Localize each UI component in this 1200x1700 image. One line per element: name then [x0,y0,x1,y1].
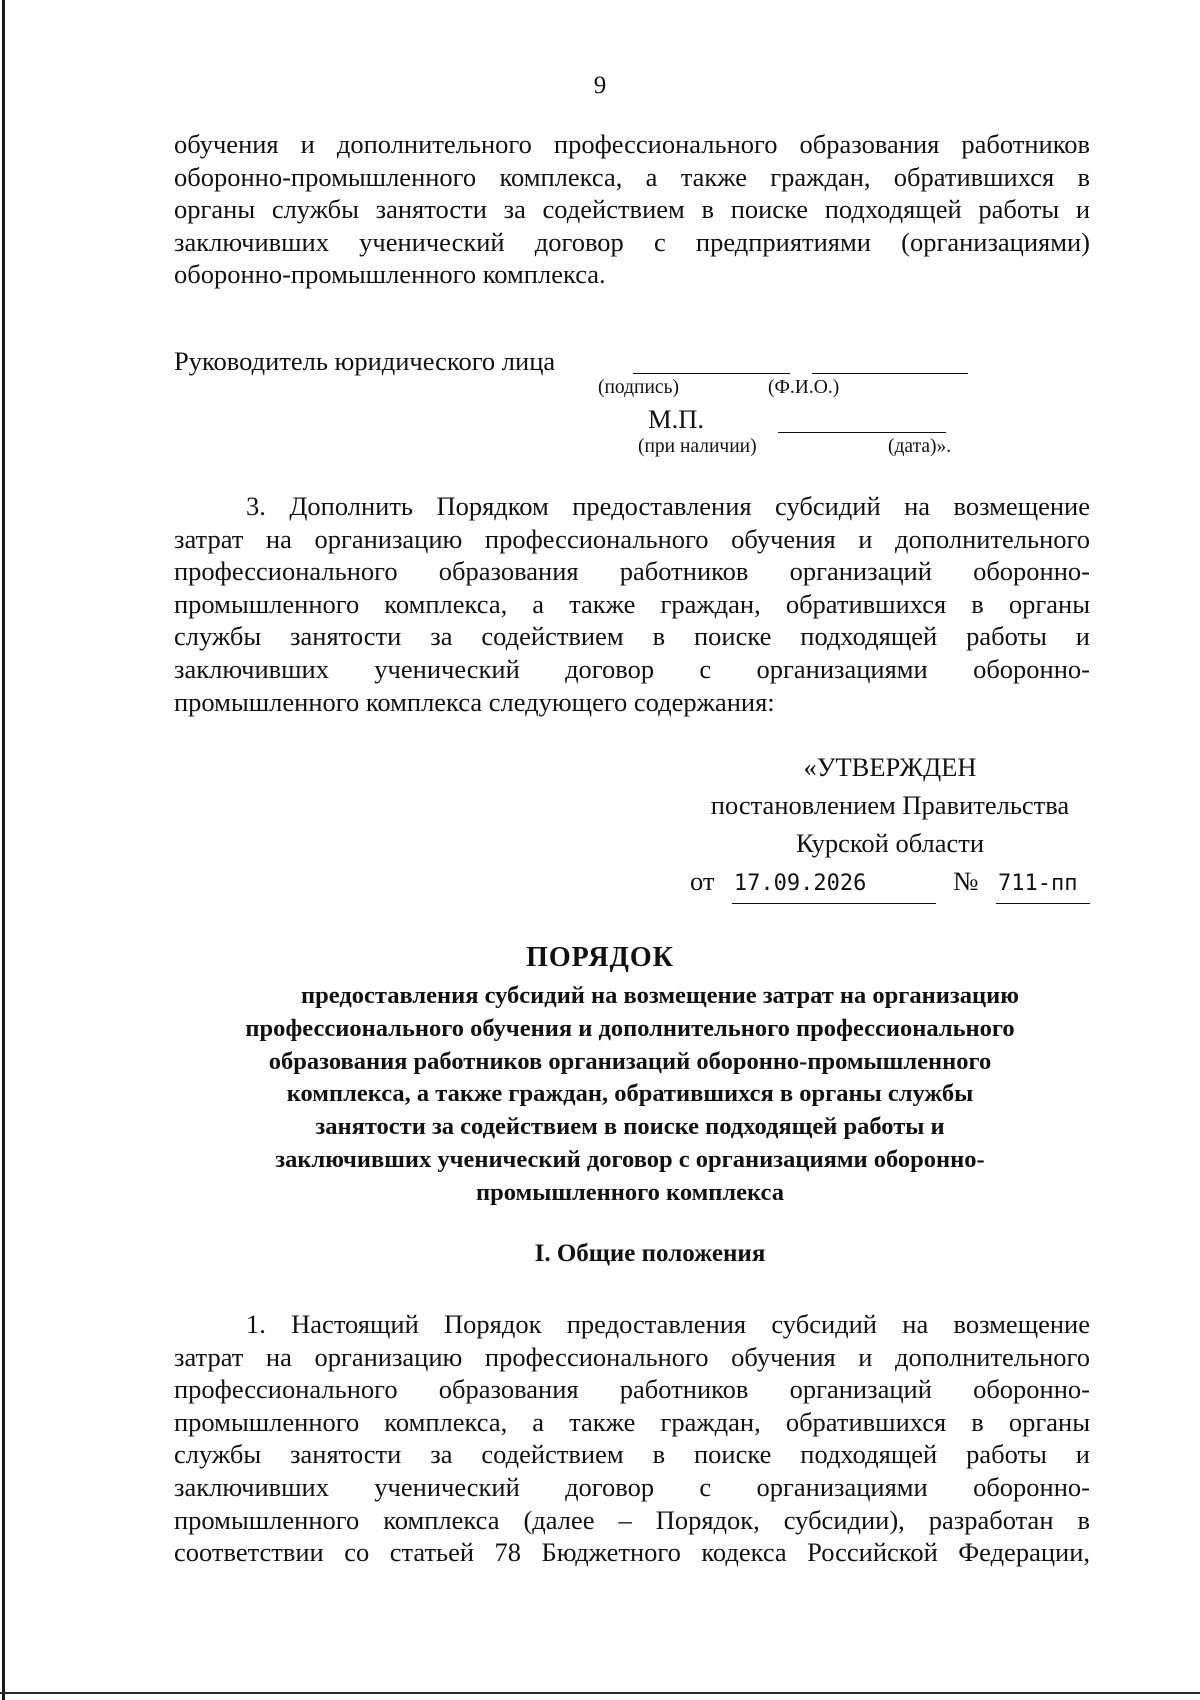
document-title: ПОРЯДОК [526,942,674,973]
signature-caption: (подпись) [598,377,679,398]
section-heading: I. Общие положения [534,1240,766,1267]
name-line [812,372,968,374]
item1-paragraph [174,1308,1090,1569]
item1-line: заключивших ученический договор с организациями оборонно- [174,1471,1090,1502]
item1-line: службы занятости за содействием в поиске подходящей работы и [174,1439,1090,1470]
item3-line: 3. Дополнить Порядком предоставления субсидий на возмещение [246,491,1090,521]
seal-label: М.П. [648,404,704,434]
approval-by-line: постановлением Правительства [710,790,1070,820]
date-caption: (дата)». [888,436,952,457]
approval-block [690,748,1090,904]
approval-date-row [690,862,1090,904]
subtitle-line: образования работников организаций оборонно-промышленного [268,1047,992,1075]
item1-line: затрат на организацию профессионального обучения и дополнительного [174,1341,1090,1372]
item3-paragraph [174,490,1090,718]
item3-line: промышленного комплекса следующего содержания: [174,686,775,717]
signature-line [633,372,790,374]
approval-number-prefix: № [953,866,979,896]
intro-line: оборонно-промышленного комплекса. [174,259,606,290]
scan-edge-bottom [0,1692,1200,1694]
item1-line: 1. Настоящий Порядок предоставления субсидий на возмещение [246,1309,1090,1339]
item1-line: соответствии со статьей 78 Бюджетного кодекса Российской Федерации, [174,1537,1090,1568]
date-line [778,431,946,433]
intro-line: обучения и дополнительного профессионального образования работников [174,129,1090,159]
approval-region: Курской области [795,828,985,858]
approval-approved: «УТВЕРЖДЕН [803,752,977,782]
scan-edge-left [2,0,5,1700]
page-number: 9 [593,72,607,99]
item3-line: профессионального образования работников организаций оборонно- [174,556,1090,587]
item1-line: промышленного комплекса, а также граждан, обратившихся в органы [174,1406,1090,1437]
approval-number-field: 711-пп [996,865,1090,904]
subtitle-line: комплекса, а также граждан, обратившихся в органы службы [286,1080,974,1108]
subtitle-line: профессионального обучения и дополнительного профессионального [245,1014,1015,1042]
item1-line: промышленного комплекса (далее – Порядок, субсидии), разработан в [174,1504,1090,1535]
item3-line: промышленного комплекса, а также граждан, обратившихся в органы [174,588,1090,619]
seal-caption: (при наличии) [638,436,757,457]
document-subtitle [170,980,1090,1210]
intro-paragraph [174,128,1090,291]
subtitle-line: занятости за содействием в поиске подходящей работы и [315,1113,945,1141]
intro-line: заключивших ученический договор с предприятиями (организациями) [174,226,1090,257]
signer-label: Руководитель юридического лица [174,346,556,376]
subtitle-line: предоставления субсидий на возмещение затрат на организацию [301,982,1019,1009]
approval-date-prefix: от [690,866,715,896]
subtitle-line: промышленного комплекса [476,1178,784,1206]
item3-line: заключивших ученический договор с организациями оборонно- [174,653,1090,684]
name-caption: (Ф.И.О.) [768,377,840,398]
item3-line: службы занятости за содействием в поиске подходящей работы и [174,621,1090,652]
intro-line: органы службы занятости за содействием в поиске подходящей работы и [174,194,1090,225]
approval-date-field: 17.09.2026 [732,865,936,904]
intro-line: оборонно-промышленного комплекса, а также граждан, обратившихся в [174,161,1090,192]
item3-line: затрат на организацию профессионального обучения и дополнительного [174,523,1090,554]
subtitle-line: заключивших ученический договор с организациями оборонно- [275,1145,985,1173]
item1-line: профессионального образования работников организаций оборонно- [174,1374,1090,1405]
